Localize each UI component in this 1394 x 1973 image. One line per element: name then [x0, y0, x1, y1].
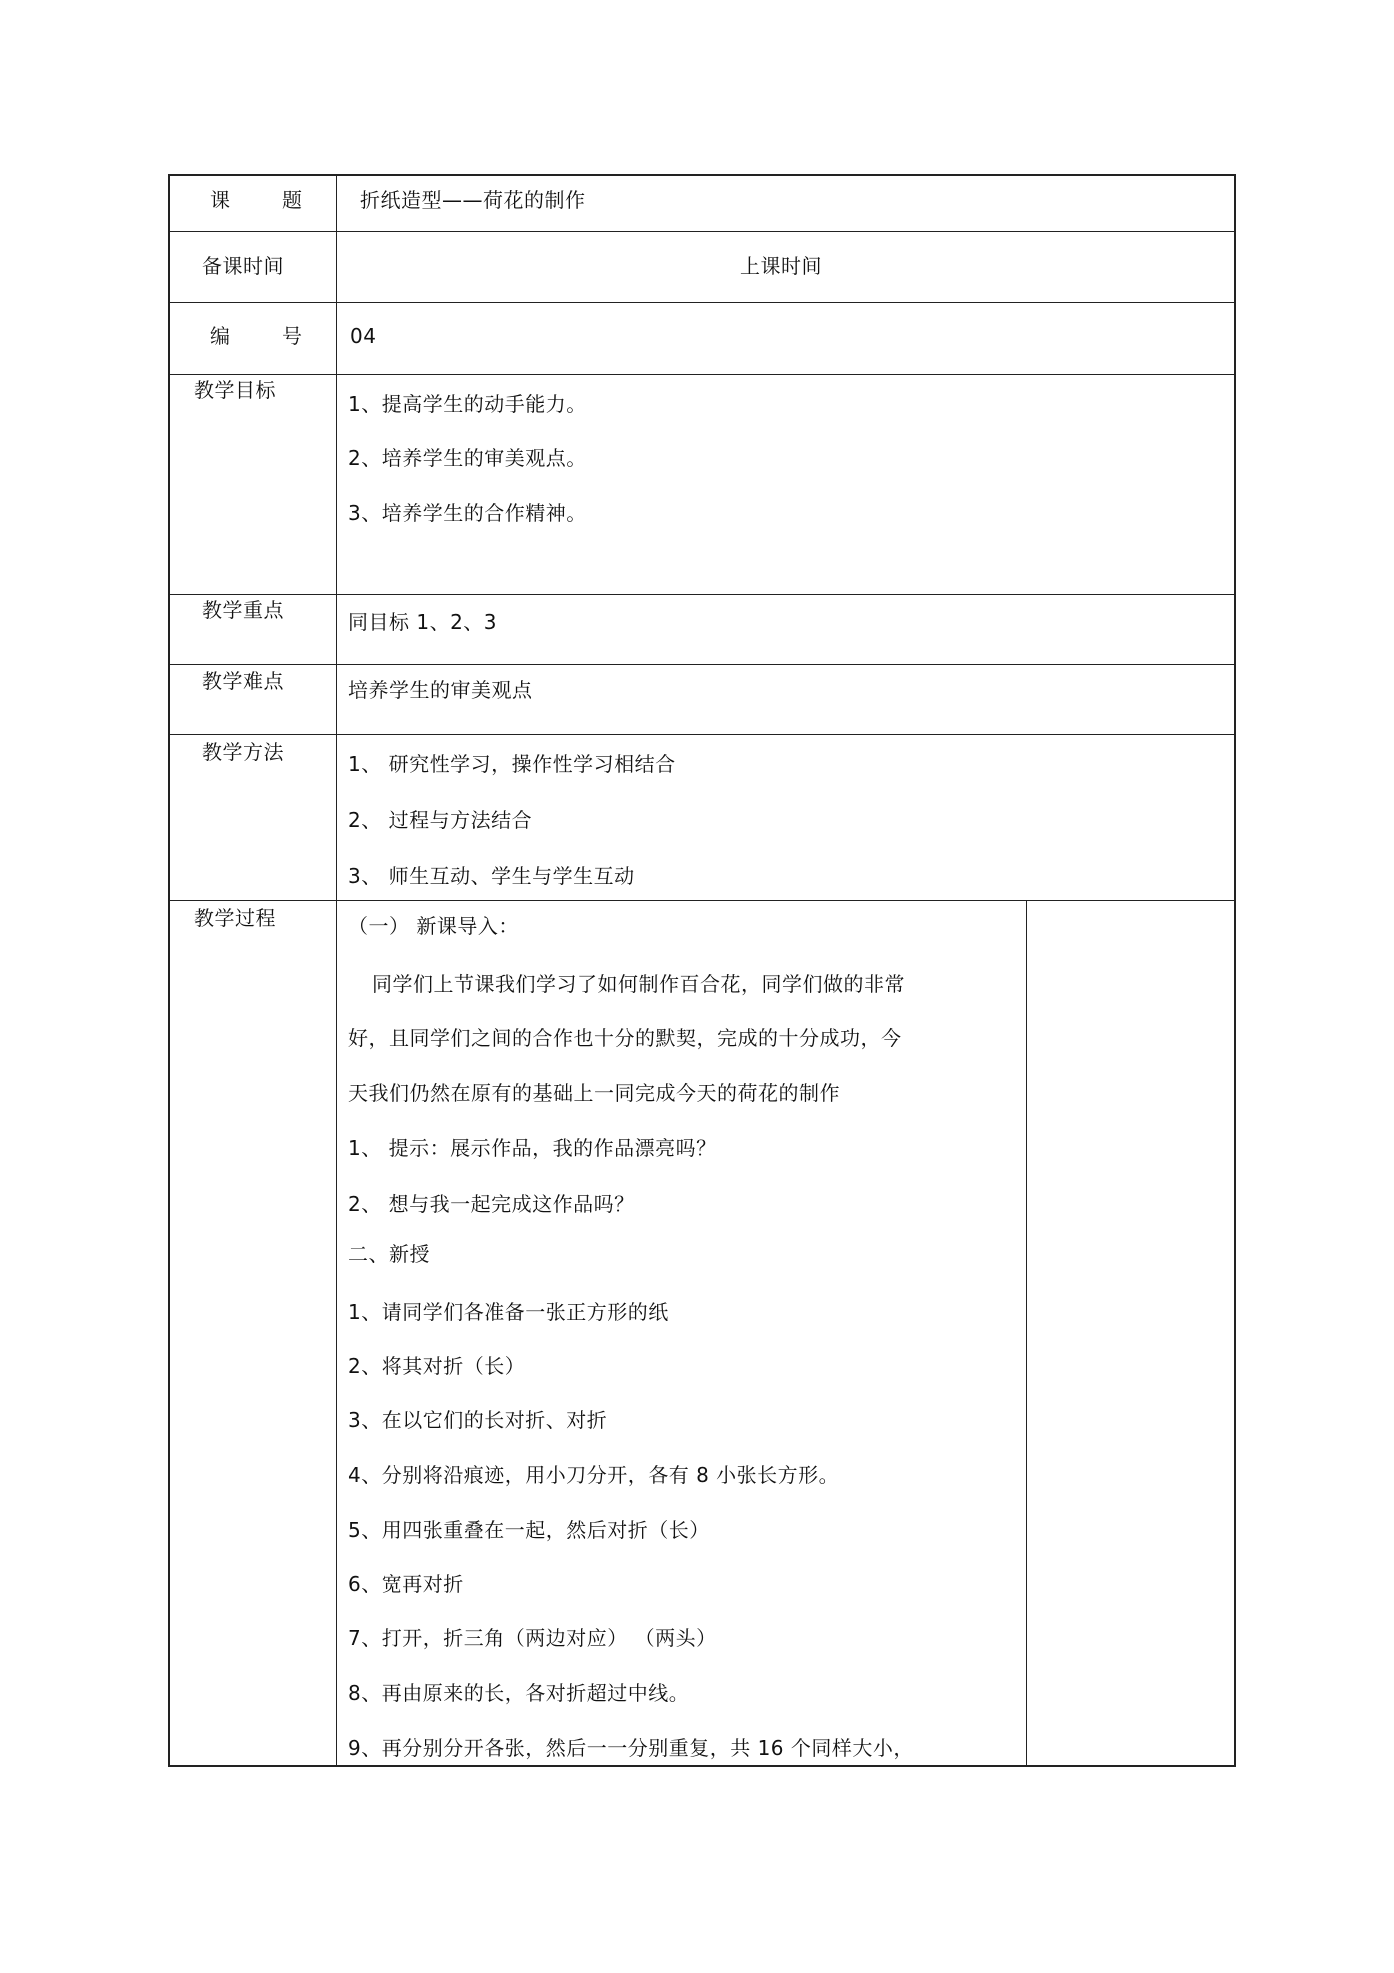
process-step: 8、再由原来的长，各对折超过中线。	[348, 1681, 690, 1705]
process-heading: 二、新授	[348, 1242, 430, 1266]
process-heading: （一） 新课导入：	[348, 914, 519, 938]
key-points-value: 同目标 1、2、3	[348, 610, 498, 634]
process-step: 2、将其对折（长）	[348, 1354, 526, 1378]
row-divider	[170, 302, 1234, 303]
row-divider	[170, 664, 1234, 665]
process-line: 1、 提示：展示作品，我的作品漂亮吗？	[348, 1136, 717, 1160]
number-label	[210, 324, 310, 348]
key-points-label: 教学重点	[202, 598, 284, 622]
objective-item: 3、培养学生的合作精神。	[348, 501, 587, 525]
difficulties-label: 教学难点	[202, 669, 284, 693]
process-line: 天我们仍然在原有的基础上一同完成今天的荷花的制作	[348, 1081, 840, 1105]
objectives-label: 教学目标	[194, 378, 276, 402]
prep-time-label: 备课时间	[202, 254, 284, 278]
method-item: 3、 师生互动、学生与学生互动	[348, 864, 635, 888]
number-label-char-1: 编	[210, 324, 230, 348]
number-label-char-2: 号	[282, 324, 302, 348]
process-step: 9、再分别分开各张，然后一一分别重复，共 16 个同样大小，	[348, 1736, 914, 1760]
objective-item: 1、提高学生的动手能力。	[348, 392, 587, 416]
class-time-label: 上课时间	[740, 254, 822, 278]
row-divider	[170, 734, 1234, 735]
method-item: 1、 研究性学习，操作性学习相结合	[348, 752, 676, 776]
topic-label-char-2: 题	[282, 188, 302, 212]
process-line: 2、 想与我一起完成这作品吗？	[348, 1192, 635, 1216]
process-step: 4、分别将沿痕迹，用小刀分开，各有 8 小张长方形。	[348, 1463, 840, 1487]
lesson-plan-table	[168, 174, 1236, 1767]
row-divider	[170, 594, 1234, 595]
method-item: 2、 过程与方法结合	[348, 808, 533, 832]
process-label: 教学过程	[194, 906, 276, 930]
methods-label: 教学方法	[202, 740, 284, 764]
process-step: 3、在以它们的长对折、对折	[348, 1408, 608, 1432]
label-column-divider	[336, 176, 337, 1765]
process-step: 7、打开，折三角（两边对应） （两头）	[348, 1626, 717, 1650]
process-step: 5、用四张重叠在一起，然后对折（长）	[348, 1518, 710, 1542]
row-divider	[170, 374, 1234, 375]
topic-label-char-1: 课	[210, 188, 230, 212]
process-line: 好，且同学们之间的合作也十分的默契，完成的十分成功，今	[348, 1026, 902, 1050]
difficulties-value: 培养学生的审美观点	[348, 678, 533, 702]
topic-label	[210, 188, 310, 212]
notes-column-divider	[1026, 900, 1027, 1765]
process-line: 同学们上节课我们学习了如何制作百合花，同学们做的非常	[372, 972, 905, 996]
objective-item: 2、培养学生的审美观点。	[348, 446, 587, 470]
topic-value: 折纸造型——荷花的制作	[360, 188, 586, 212]
row-divider	[170, 900, 1234, 901]
number-value: 04	[350, 324, 377, 348]
row-divider	[170, 231, 1234, 232]
process-step: 1、请同学们各准备一张正方形的纸	[348, 1300, 669, 1324]
process-step: 6、宽再对折	[348, 1572, 464, 1596]
